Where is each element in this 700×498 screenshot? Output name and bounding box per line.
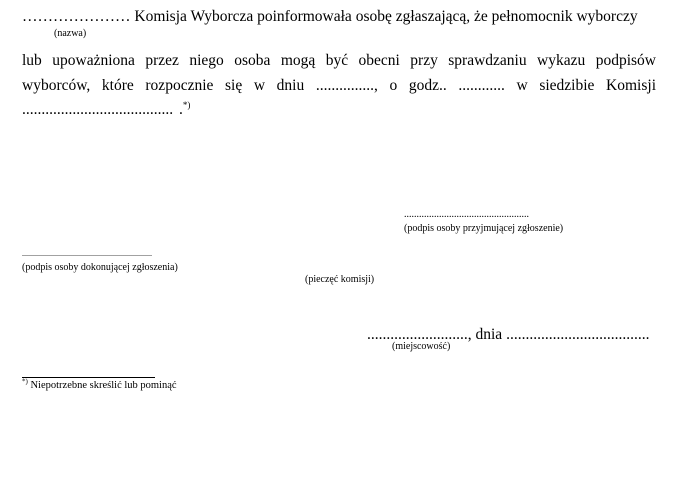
header-text: Komisja Wyborcza poinformowała osobę zgłaszającą, że pełnomocnik wyborczy <box>134 8 638 25</box>
footnote-text: Niepotrzebne skreślić lub pominąć <box>30 380 177 391</box>
submitter-signature-caption: (podpis osoby dokonującej zgłoszenia) <box>22 262 178 273</box>
commission-name-dots: ………………… <box>22 8 131 25</box>
place-dots: .......................... <box>367 326 468 343</box>
submitter-signature-line: ................................................................. <box>22 249 152 258</box>
header-line <box>22 8 638 26</box>
main-paragraph <box>22 49 656 123</box>
receiver-signature-line: .................................................. <box>404 209 529 220</box>
receiver-signature-caption: (podpis osoby przyjmującej zgłoszenie) <box>404 223 564 234</box>
footnote <box>22 377 177 391</box>
footnote-marker: *) <box>182 99 191 110</box>
place-caption: (miejscowość) <box>392 341 451 352</box>
footnote-divider <box>22 377 155 378</box>
stamp-caption: (pieczęć komisji) <box>305 274 375 285</box>
footnote-note-marker: *) <box>22 377 28 386</box>
date-separator: , dnia <box>467 326 503 343</box>
date-dots: ..................................... <box>506 326 650 343</box>
commission-name-caption: (nazwa) <box>54 28 87 39</box>
paragraph-text: lub upoważniona przez niego osoba mogą być obecni przy sprawdzaniu wykazu podpisów wyborców, które rozpocznie się w dniu ..............., o godz.. ............ w siedzibie Komisji ....................................... . <box>22 52 656 118</box>
